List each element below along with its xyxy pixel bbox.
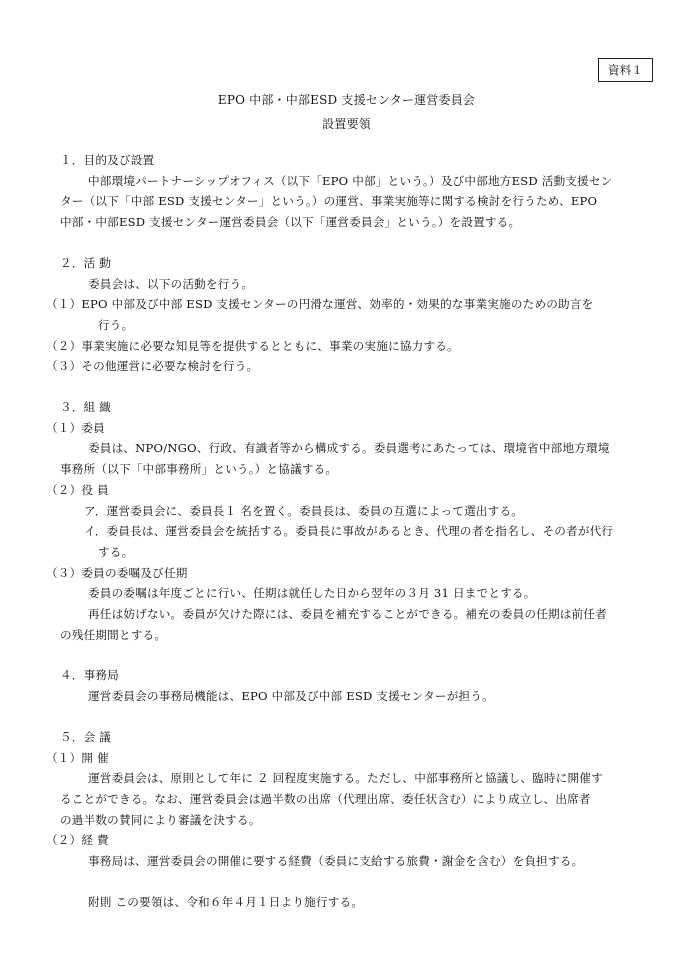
subsection-title: （１）開 催 [46,750,109,765]
document-body [46,150,650,913]
section-heading-meetings: ５．会 議 [60,729,112,744]
list-item: ア．運営委員会に、委員長１ 名を置く。委員長は、委員の互選によって選出する。 [84,503,524,518]
paragraph-line: 事務局は、運営委員会の開催に要する経費（委員に支給する旅費・謝金を含む）を負担する。 [88,854,584,869]
list-item: （１）EPO 中部及び中部 ESD 支援センターの円滑な運営、効率的・効果的な事業実施のための助言を [46,297,594,312]
paragraph-line: 委員の委嘱は年度ごとに行い、任期は就任した日から翌年の３月 31 日までとする。 [88,586,536,601]
supplementary-provision: 附則 この要領は、令和６年４月１日より施行する。 [88,894,364,909]
list-item: イ．委員長は、運営委員会を統括する。委員長に事故があるとき、代理の者を指名し、その者が代行 [84,524,614,539]
paragraph-line: 中部・中部ESD 支援センター運営委員会（以下「運営委員会」という。）を設置する。 [60,215,521,230]
paragraph-line: 再任は妨げない。委員が欠けた際には、委員を補充することができる。補充の委員の任期は前任者 [88,607,607,622]
subsection-title: （１）委員 [46,420,105,435]
paragraph-line: 委員会は、以下の活動を行う。 [88,276,254,291]
section-heading-secretariat: ４．事務局 [60,668,119,683]
list-item-continuation: する。 [98,544,134,559]
document-title: EPO 中部・中部ESD 支援センター運営委員会 [217,93,476,107]
section-heading-organization: ３．組 織 [60,400,112,415]
paragraph-line: ることができる。なお、運営委員会は過半数の出席（代理出席、委任状含む）により成立し、出席者 [60,791,591,806]
subsection-title: （２）役 員 [46,482,109,497]
paragraph-line: の残任期間とする。 [60,627,167,642]
paragraph-line: 運営委員会は、原則として年に ２ 回程度実施する。ただし、中部事務所と協議し、臨時に開催す [88,771,603,786]
paragraph-line: 事務所（以下「中部事務所」という。）と協議する。 [60,462,338,477]
section-heading-activities: ２．活 動 [60,255,112,270]
subsection-title: （３）委員の委嘱及び任期 [46,565,188,580]
list-item-continuation: 行う。 [98,317,134,332]
document-subtitle: 設置要領 [322,117,371,131]
paragraph-line: の過半数の賛同により審議を決する。 [60,812,261,827]
paragraph-line: 委員は、NPO/NGO、行政、有識者等から構成する。委員選考にあたっては、環境省中部地方環境 [88,441,610,456]
paragraph-line: ター（以下「中部 ESD 支援センター」という。）の運営、事業実施等に関する検討を行うため、EPO [60,194,598,209]
document-label-box: 資料１ [598,58,653,82]
list-item: （２）事業実施に必要な知見等を提供するとともに、事業の実施に協力する。 [46,338,459,353]
paragraph-line: 運営委員会の事務局機能は、EPO 中部及び中部 ESD 支援センターが担う。 [88,689,494,704]
list-item: （３）その他運営に必要な検討を行う。 [46,359,259,374]
section-heading-purpose: １．目的及び設置 [60,153,155,167]
subsection-title: （２）経 費 [46,833,109,848]
paragraph-line: 中部環境パートナーシップオフィス（以下「EPO 中部」という。）及び中部地方ESD 活動支援セン [88,173,613,188]
